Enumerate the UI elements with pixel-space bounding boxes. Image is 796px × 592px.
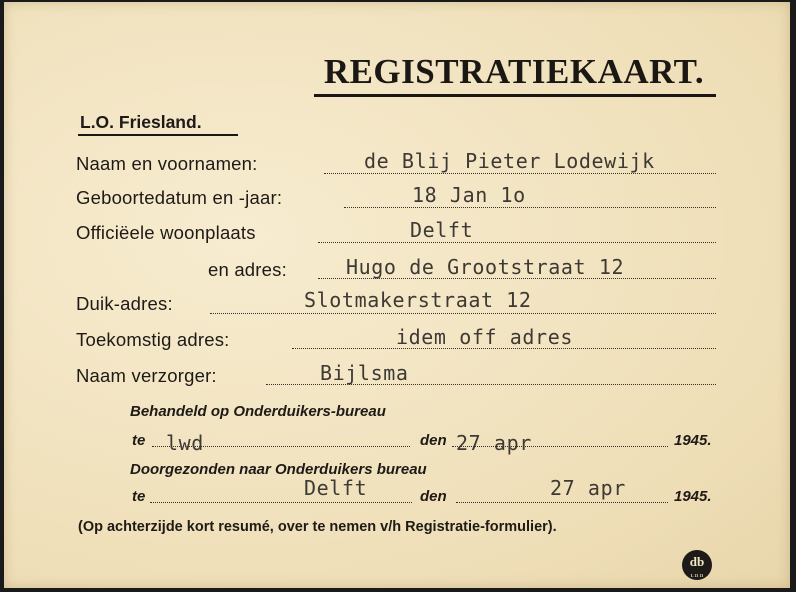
organisation-underline	[78, 134, 238, 136]
forwarded-place-dotted-line	[150, 502, 412, 503]
forwarded-te-label: te	[132, 488, 146, 505]
processed-date: 27 apr	[456, 431, 532, 455]
hideout-address-label: Duik-adres:	[76, 293, 173, 314]
name-value: de Blij Pieter Lodewijk	[364, 149, 655, 173]
organisation-name: L.O. Friesland.	[80, 112, 202, 132]
processed-te-label: te	[132, 432, 146, 449]
forwarded-den-label: den	[420, 488, 447, 505]
birthdate-dotted-line	[344, 207, 716, 208]
processed-heading: Behandeld op Onderduikers-bureau	[130, 403, 386, 420]
processed-year: 1945.	[674, 432, 712, 449]
logo-subtext: L 13 13	[690, 573, 704, 578]
card-title: REGISTRATIEKAART.	[323, 52, 705, 91]
hideout-dotted-line	[210, 313, 716, 314]
residence-label: Officiëele woonplaats	[76, 222, 256, 243]
hideout-address-value: Slotmakerstraat 12	[304, 288, 532, 312]
forwarded-place: Delft	[304, 476, 368, 500]
forwarded-year: 1945.	[674, 488, 712, 505]
processed-den-label: den	[420, 432, 447, 449]
caretaker-label: Naam verzorger:	[76, 365, 217, 386]
name-dotted-line	[324, 173, 716, 174]
forwarded-date-dotted-line	[456, 502, 668, 503]
future-address-label: Toekomstig adres:	[76, 329, 230, 350]
address-value: Hugo de Grootstraat 12	[346, 255, 625, 279]
residence-value: Delft	[410, 218, 474, 242]
footnote: (Op achterzijde kort resumé, over te nemen v/h Registratie-formulier).	[78, 519, 557, 535]
caretaker-value: Bijlsma	[320, 361, 409, 385]
future-address-value: idem off adres	[396, 325, 573, 349]
registration-card	[4, 2, 790, 588]
residence-dotted-line	[318, 242, 716, 243]
birthdate-label: Geboortedatum en -jaar:	[76, 187, 283, 208]
processed-place: lwd	[166, 431, 204, 455]
birthdate-value: 18 Jan 1o	[412, 183, 526, 207]
forwarded-date: 27 apr	[550, 476, 626, 500]
name-label: Naam en voornamen:	[76, 153, 258, 174]
address-label: en adres:	[208, 259, 287, 280]
logo-text: db	[689, 554, 705, 569]
forwarded-heading: Doorgezonden naar Onderduikers bureau	[130, 461, 427, 478]
printer-logo	[682, 550, 712, 580]
title-underline	[314, 94, 716, 97]
